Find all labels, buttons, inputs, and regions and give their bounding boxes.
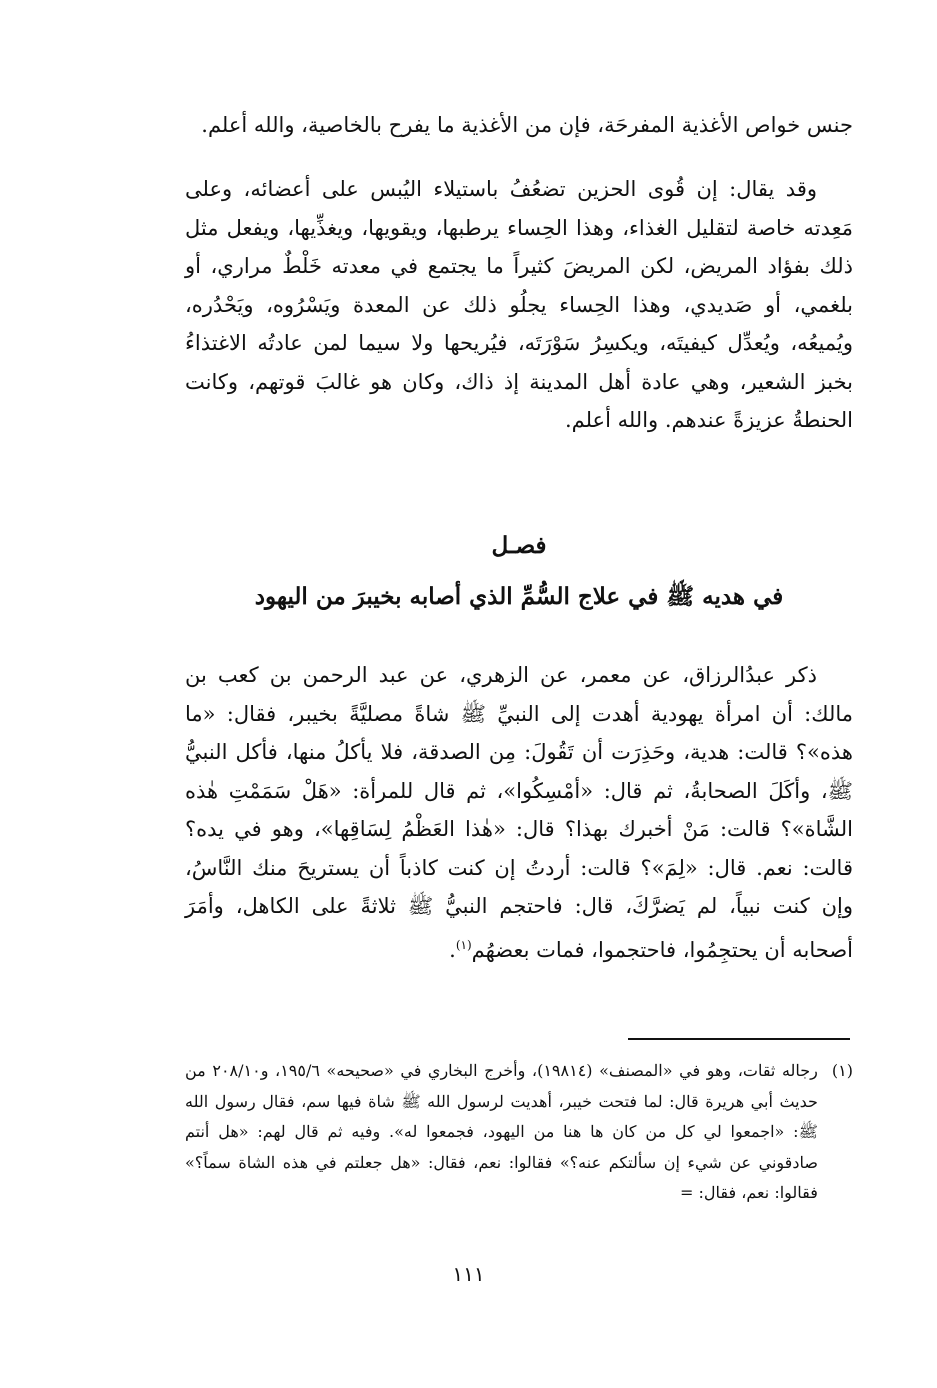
paragraph-poison xyxy=(185,656,853,969)
section-title: في هديه ﷺ في علاج السُّمِّ الذي أصابه بخيبرَ من اليهود xyxy=(254,583,784,610)
footnote-divider xyxy=(628,1038,850,1040)
paragraph-hisa-text: وقد يقال: إن قُوى الحزين تضعُفُ باستيلاء اليُبس على أعضائه، وعلى مَعِدته خاصة لتقليل الغذاء، وهذا الحِساء يرطبها، ويقويها، ويغذِّيها، ويفعل مثل ذلك بفؤاد المريض، لكن المريضَ كثيراً ما يجتمع في معدته خَلْطٌ مراري، أو بلغمي، أو صَديدي، وهذا الحِساء يجلُو ذلك عن المعدة ويَسْرُوه، ويَحْدُره، ويُميعُه، ويُعدِّل كيفيتَه، ويكسِرُ سَوْرَتَه، فيُريحها ولا سيما لمن عادتُه الاغتذاءُ بخبز الشعير، وهي عادة أهل المدينة إذ ذاك، وكان هو غالبَ قوتهم، وكانت الحنطةُ عزيزةً عندهم. والله أعلم. xyxy=(185,177,853,432)
paragraph-hisa xyxy=(185,170,853,440)
footnote-text: رجاله ثقات، وهو في «المصنف» (١٩٨١٤)، وأخرج البخاري في «صحيحه» ١٩٥/٦، و٢٠٨/١٠ من حديث أبي هريرة قال: لما فتحت خيبر، أهديت لرسول الله ﷺ شاة فيها سم، فقال رسول الله ﷺ: «اجمعوا لي كل من كان ها هنا من اليهود، فجمعوا له». وفيه ثم قال لهم: «هل أنتم صادقوني عن شيء إن سألتكم عنه؟» فقالوا: نعم، فقال: «هل جعلتم في هذه الشاة سماً؟» فقالوا: نعم، فقال: = xyxy=(185,1061,818,1202)
paragraph-poison-text xyxy=(185,656,853,969)
continuation-paragraph xyxy=(185,106,853,145)
section-heading-fasl: فصـل xyxy=(491,532,547,559)
footnote-reference[interactable]: (١) xyxy=(455,937,472,952)
continuation-text: جنس خواص الأغذية المفرحَة، فإن من الأغذية ما يفرح بالخاصية، والله أعلم. xyxy=(201,113,853,137)
paragraph-poison-end: . xyxy=(449,937,456,962)
page-number: ١١١ xyxy=(452,1262,485,1286)
footnote-mark: (١) xyxy=(831,1061,853,1080)
paragraph-poison-body: ذكر عبدُالرزاق، عن معمر، عن الزهري، عن عبد الرحمن بن كعب بن مالك: أن امرأة يهودية أهدت إلى النبيِّ ﷺ شاةً مصليَّةً بخيبر، فقال: «ما هذه»؟ قالت: هدية، وحَذِرَت أن تَقُولَ: مِن الصدقة، فلا يأكلُ منها، فأكل النبيُّ ﷺ، وأكَلَ الصحابةُ، ثم قال: «أمْسِكُوا»، ثم قال للمرأة: «هَلْ سَمَمْتِ هٰذه الشَّاة»؟ قالت: مَنْ أخبرك بهذا؟ قال: «هٰذا العَظْمُ لِسَاقِها»، وهو في يده؟ قالت: نعم. قال: «لِمَ»؟ قالت: أردتُ إن كنت كاذباً أن يستريحَ منك النَّاسُ، وإن كنت نبياً، لم يَضرَّكَ، قال: فاحتجم النبيُّ ﷺ ثلاثةً على الكاهل، وأمَرَ أصحابه أن يحتجِمُوا، فاحتجموا، فمات بعضهُم xyxy=(185,663,853,962)
footnote xyxy=(185,1056,853,1209)
